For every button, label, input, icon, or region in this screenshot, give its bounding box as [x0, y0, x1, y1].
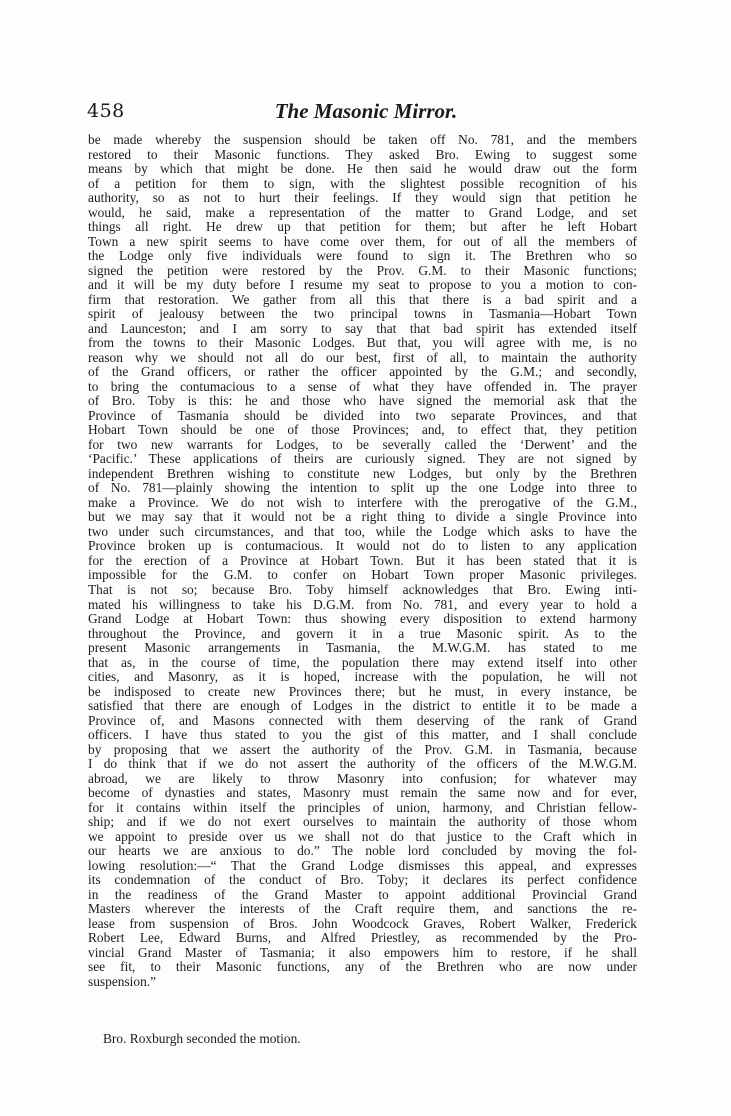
text-line: reason why we should not all do our best, first of all, to maintain the authority	[88, 349, 637, 365]
text-line: and it will be my duty before I resume my seat to propose to you a motion to con-	[88, 277, 637, 293]
text-line: make a Province. We do not wish to interfere with the prerogative of the G.M.,	[88, 494, 637, 510]
text-line: Robert Lee, Edward Burns, and Alfred Priestley, as recommended by the Pro-	[88, 930, 637, 946]
text-line: cities, and Masonry, as it is hoped, increase with the population, he will not	[88, 669, 637, 685]
text-line: present Masonic arrangements in Tasmania, the M.W.G.M. has stated to me	[88, 640, 637, 656]
text-line: Province broken up is contumacious. It would not do to listen to any application	[88, 538, 637, 554]
text-line: for it contains within itself the principles of union, harmony, and Christian fellow-	[88, 799, 637, 815]
text-line: but we may say that it would not be a right thing to divide a single Province into	[88, 509, 637, 525]
text-line: to bring the contumacious to a sense of what they have offended in. The prayer	[88, 378, 637, 394]
body-paragraph	[88, 133, 637, 989]
text-line: Province of Tasmania should be divided into two separate Provinces, and that	[88, 407, 637, 423]
text-line: Hobart Town should be one of those Provinces; and, to effect that, they petition	[88, 422, 637, 438]
text-line: in the readiness of the Grand Master to appoint additional Provincial Grand	[88, 886, 637, 902]
text-line: Grand Lodge at Hobart Town: thus showing every disposition to extend harmony	[88, 611, 637, 627]
text-line: firm that restoration. We gather from all this that there is a bad spirit and a	[88, 291, 637, 307]
text-line: I do think that if we do not assert the authority of the officers of the M.W.G.M.	[88, 756, 637, 772]
text-line: independent Brethren wishing to constitute new Lodges, but only by the Brethren	[88, 465, 637, 481]
text-line: ‘Pacific.’ These applications of theirs are curiously signed. They are not signed by	[88, 451, 637, 467]
text-line: be indisposed to create new Provinces there; but he must, in every instance, be	[88, 683, 637, 699]
text-line: ship; and if we do not exert ourselves to maintain the authority of those whom	[88, 814, 637, 830]
page-header	[87, 96, 645, 126]
text-line: become of dynasties and states, Masonry must remain the same now and for ever,	[88, 785, 637, 801]
text-line: means by which that might be done. He then said he would draw out the form	[88, 161, 637, 177]
text-line: Masters wherever the interests of the Craft require them, and sanctions the re-	[88, 901, 637, 917]
text-line: restored to their Masonic functions. They asked Bro. Ewing to suggest some	[88, 146, 637, 162]
text-line: lease from suspension of Bros. John Woodcock Graves, Robert Walker, Frederick	[88, 915, 637, 931]
text-line: officers. I have thus stated to you the gist of this matter, and I shall conclude	[88, 727, 637, 743]
page-number: 458	[87, 100, 125, 122]
text-line: That is not so; because Bro. Toby himself acknowledges that Bro. Ewing inti-	[88, 581, 637, 597]
text-line: its condemnation of the conduct of Bro. Toby; it declares its perfect confidence	[88, 872, 637, 888]
text-line: of Bro. Toby is this: he and those who have signed the memorial ask that the	[88, 393, 637, 409]
text-line: authority, so as not to hurt their feelings. If they would sign that petition he	[88, 190, 637, 206]
text-line: for two new warrants for Lodges, to be severally called the ‘Derwent’ and the	[88, 436, 637, 452]
text-line: lowing resolution:—“ That the Grand Lodge dismisses this appeal, and expresses	[88, 857, 637, 873]
text-line: of a petition for them to sign, with the slightest possible recognition of his	[88, 175, 637, 191]
text-line: impossible for the G.M. to confer on Hobart Town proper Masonic privileges.	[88, 567, 637, 583]
text-line: we appoint to preside over us we shall not do that justice to the Craft which in	[88, 828, 637, 844]
text-line: of the Grand officers, or rather the officer appointed by the G.M.; and secondly,	[88, 364, 637, 380]
text-line: that as, in the course of time, the population there may extend itself into other	[88, 654, 637, 670]
text-line: Town a new spirit seems to have come over them, for out of all the members of	[88, 233, 637, 249]
running-title: The Masonic Mirror.	[274, 99, 458, 123]
text-line: suspension.”	[88, 973, 157, 989]
text-line: abroad, we are likely to throw Masonry into confusion; for whatever may	[88, 770, 637, 786]
text-line: would, he said, make a representation of the matter to Grand Lodge, and set	[88, 204, 637, 220]
text-line: throughout the Province, and govern it in a true Masonic spirit. As to the	[88, 625, 637, 641]
text-line: the Lodge only five individuals were found to sign it. The Brethren who so	[88, 248, 637, 264]
text-line: signed the petition were restored by the Prov. G.M. to their Masonic functions;	[88, 262, 637, 278]
text-line: things all right. He drew up that petition for them; but after he left Hobart	[88, 219, 637, 235]
text-line: our hearts we are anxious to do.” The noble lord concluded by moving the fol-	[88, 843, 637, 859]
text-line: spirit of jealousy between the two principal towns in Tasmania—Hobart Town	[88, 306, 637, 322]
text-line: mated his willingness to take his D.G.M. from No. 781, and every year to hold a	[88, 596, 637, 612]
text-line: for the erection of a Province at Hobart Town. But it has been stated that it is	[88, 552, 637, 568]
text-line: and Launceston; and I am sorry to say that that bad spirit has extended itself	[88, 320, 637, 336]
text-line: vincial Grand Master of Tasmania; it also empowers him to restore, if he shall	[88, 944, 637, 960]
text-line: by proposing that we assert the authority of the Prov. G.M. in Tasmania, because	[88, 741, 637, 757]
text-line: see fit, to their Masonic functions, any of the Brethren who are now under	[88, 959, 637, 975]
text-line: two under such circumstances, and that too, while the Lodge which asks to have the	[88, 523, 637, 539]
text-line: be made whereby the suspension should be taken off No. 781, and the members	[88, 132, 637, 147]
text-line: satisfied that there are enough of Lodges in the district to entitle it to be made a	[88, 698, 637, 714]
text-line: of No. 781—plainly showing the intention to split up the one Lodge into three to	[88, 480, 637, 496]
closing-line: Bro. Roxburgh seconded the motion.	[103, 1031, 301, 1046]
text-line: from the towns to their Masonic Lodges. But that, you will agree with me, is no	[88, 335, 637, 351]
text-line: Province of, and Masons connected with them deserving of the rank of Grand	[88, 712, 637, 728]
